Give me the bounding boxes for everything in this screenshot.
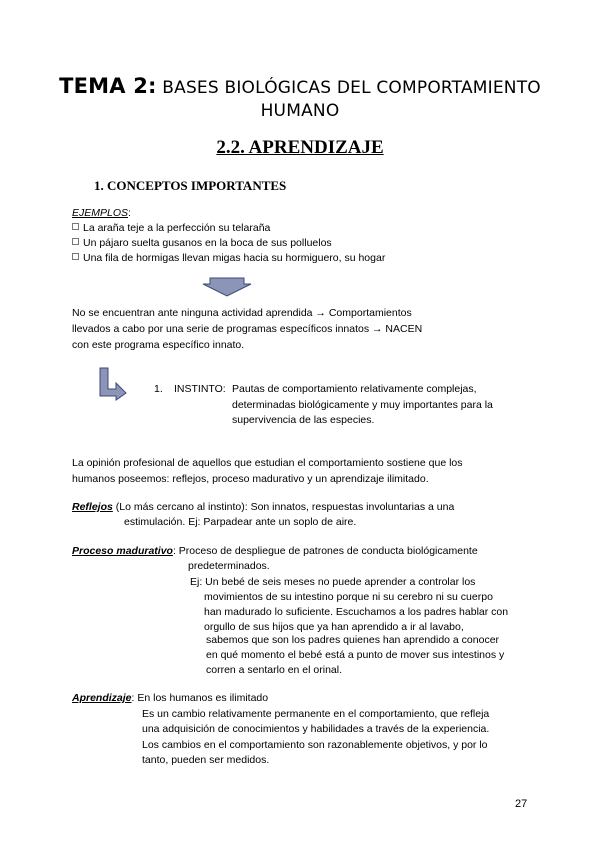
tema-label: TEMA 2: [59, 74, 157, 98]
instinto-label: INSTINTO: [174, 383, 226, 395]
page-title-line2: HUMANO [260, 101, 340, 121]
paragraph-line: No se encuentran ante ninguna actividad aprendida → Comportamientos [72, 307, 412, 319]
aprendizaje-text-line: una adquisición de conocimientos y habilidades a través de la experiencia. [142, 723, 490, 735]
down-arrow-icon [202, 277, 252, 297]
page-number: 27 [515, 798, 528, 810]
example-line: movimientos de su intestino porque ni su cerebro ni su cuerpo [204, 591, 493, 603]
example-line: han madurado lo suficiente. Escuchamos a los padres hablar con [204, 606, 509, 618]
aprendizaje-line: Aprendizaje: En los humanos es ilimitado [72, 692, 269, 704]
ejemplos-label: EJEMPLOS [72, 207, 129, 219]
bullet-icon [72, 253, 79, 260]
instinto-number: 1. [154, 383, 163, 395]
example-line: sabemos que son los padres quienes han aprendido a conocer [206, 634, 500, 646]
section-heading: 1. CONCEPTOS IMPORTANTES [94, 178, 287, 193]
ejemplos-heading: EJEMPLOS: [72, 207, 131, 219]
reflejos-line2: estimulación. Ej: Parpadear ante un soplo de aire. [124, 516, 357, 528]
paragraph-line: llevados a cabo por una serie de programas específicos innatos → NACEN [72, 323, 423, 335]
reflejos-label: Reflejos [72, 501, 113, 513]
paragraph-line: con este programa específico innato. [72, 339, 245, 351]
subtitle: 2.2. APRENDIZAJE [216, 137, 384, 158]
bullet-icon [72, 238, 79, 245]
bent-arrow-icon [98, 367, 128, 401]
list-item: Un pájaro suelta gusanos en la boca de sus polluelos [72, 236, 332, 252]
title-text: BASES BIOLÓGICAS DEL COMPORTAMIENTO [162, 78, 541, 98]
instinto-line: supervivencia de las especies. [232, 414, 375, 426]
example-line: orgullo de sus hijos que ya han aprendido a ir al lavabo, [204, 621, 464, 633]
paragraph-line: humanos poseemos: reflejos, proceso madurativo y un aprendizaje ilimitado. [72, 473, 429, 485]
page-title [0, 74, 600, 98]
aprendizaje-text-line: Es un cambio relativamente permanente en el comportamiento, que refleja [142, 708, 490, 720]
list-item: La araña teje a la perfección su telaraña [72, 221, 270, 237]
bullet-icon [72, 223, 79, 230]
aprendizaje-text-line: tanto, pueden ser medidos. [142, 754, 270, 766]
instinto-line: Pautas de comportamiento relativamente complejas, [232, 383, 477, 395]
reflejos-line: Reflejos (Lo más cercano al instinto): Son innatos, respuestas involuntarias a una [72, 501, 455, 513]
paragraph-line: La opinión profesional de aquellos que estudian el comportamiento sostiene que los [72, 457, 463, 469]
aprendizaje-text-line: Los cambios en el comportamiento son razonablemente objetivos, y por lo [142, 739, 488, 751]
list-item: Una fila de hormigas llevan migas hacia su hormiguero, su hogar [72, 251, 385, 267]
instinto-line: determinadas biológicamente y muy importantes para la [232, 399, 493, 411]
proceso-line2: predeterminados. [188, 560, 270, 572]
example-line: Ej: Un bebé de seis meses no puede aprender a controlar los [190, 576, 476, 588]
example-line: corren a sentarlo en el orinal. [206, 664, 342, 676]
example-line: en qué momento el bebé está a punto de mover sus intestinos y [206, 649, 505, 661]
aprendizaje-label: Aprendizaje [72, 692, 132, 704]
proceso-line: Proceso madurativo: Proceso de despliegue de patrones de conducta biológicamente [72, 545, 478, 557]
proceso-label: Proceso madurativo [72, 545, 173, 557]
